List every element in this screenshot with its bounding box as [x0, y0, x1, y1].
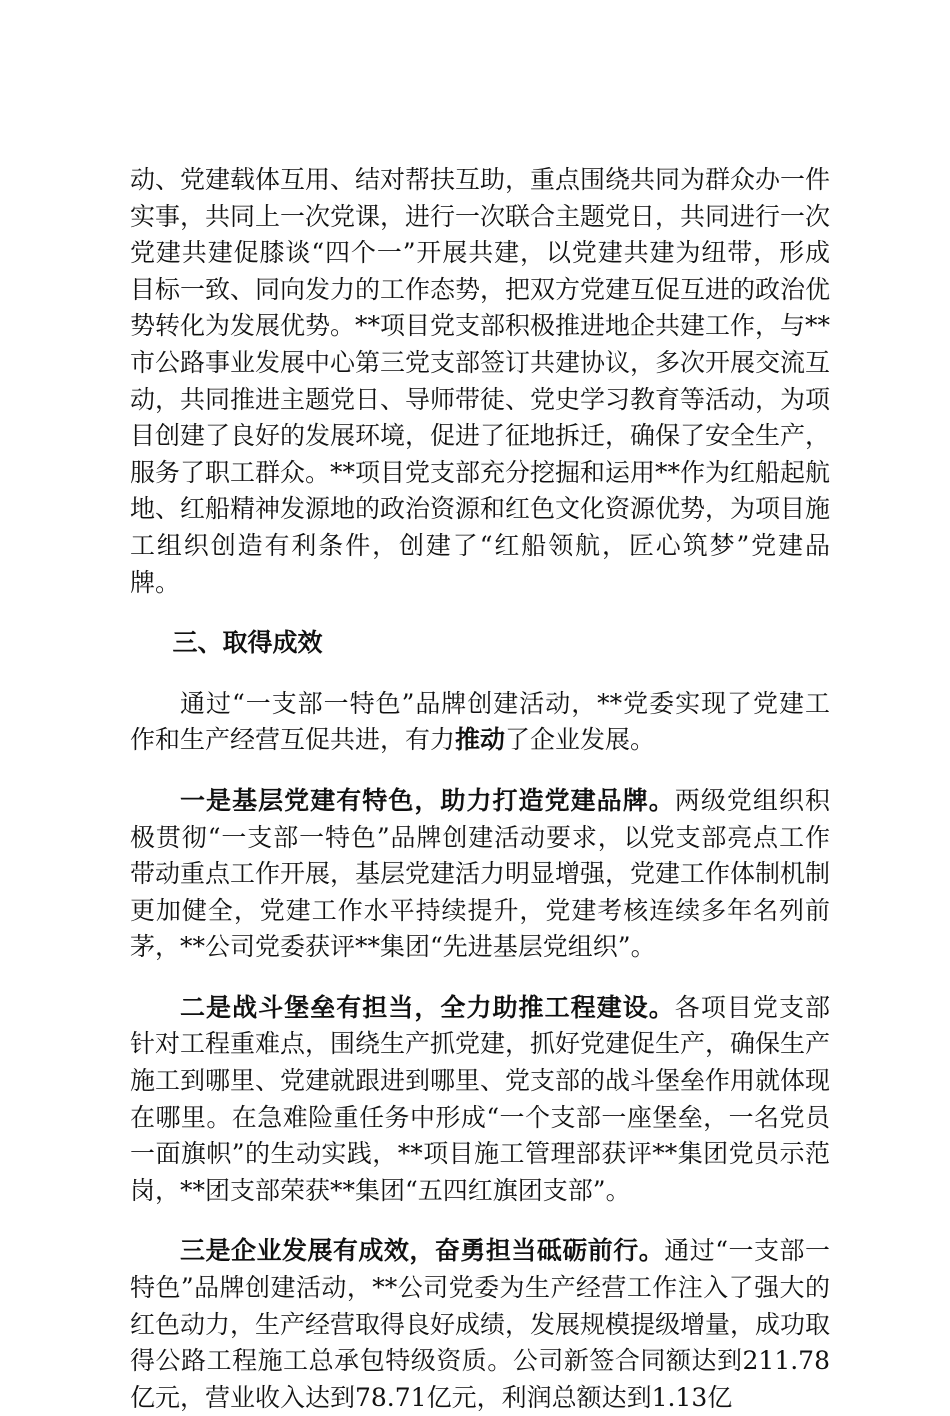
point-lead-1: 一是基层党建有特色，助力打造党建品牌。: [180, 785, 675, 815]
point-body-3: 通过“一支部一特色”品牌创建活动，**公司党委为生产经营工作注入了强大的红色动力，生产经营取得良好成绩，发展规模提级增量，成功取得公路工程施工总承包特级资质。公司新签合同额达到211.78亿元，营业收入达到78.71亿元，利润总额达到1.13亿: [130, 1236, 831, 1412]
point-lead-2: 二是战斗堡垒有担当，全力助推工程建设。: [180, 992, 675, 1022]
intro-paragraph: [130, 686, 830, 759]
section-heading: 三、取得成效: [172, 628, 323, 658]
point-paragraph-3: [130, 1233, 830, 1416]
intro-text-part1: 通过“一支部一特色”品牌创建活动，**党委实现了党建工作和生产经营互促共进，有力: [130, 688, 830, 755]
point-lead-3: 三是企业发展有成效，奋勇担当砥砺前行。: [180, 1236, 665, 1266]
point-paragraph-1: [130, 783, 830, 966]
point-body-1: 两级党组织积极贯彻“一支部一特色”品牌创建活动要求，以党支部亮点工作带动重点工作开展，基层党建活力明显增强，党建工作体制机制更加健全，党建工作水平持续提升，党建考核连续多年名列前茅，**公司党委获评**集团“先进基层党组织”。: [130, 785, 831, 962]
point-paragraph-2: [130, 990, 830, 1210]
continuation-paragraph: 动、党建载体互用、结对帮扶互助，重点围绕共同为群众办一件实事，共同上一次党课，进行一次联合主题党日，共同进行一次党建共建促膝谈“四个一”开展共建，以党建共建为纽带，形成目标一致、同向发力的工作态势，把双方党建互促互进的政治优势转化为发展优势。**项目党支部积极推进地企共建工作，与**市公路事业发展中心第三党支部签订共建协议，多次开展交流互动，共同推进主题党日、导师带徒、党史学习教育等活动，为项目创建了良好的发展环境，促进了征地拆迁，确保了安全生产，服务了职工群众。**项目党支部充分挖掘和运用**作为红船起航地、红船精神发源地的政治资源和红色文化资源优势，为项目施工组织创造有利条件，创建了“红船领航，匠心筑梦”党建品牌。: [130, 165, 831, 597]
point-body-2: 各项目党支部针对工程重难点，围绕生产抓党建，抓好党建促生产，确保生产施工到哪里、党建就跟进到哪里、党支部的战斗堡垒作用就体现在哪里。在急难险重任务中形成“一个支部一座堡垒，一名党员一面旗帜”的生动实践，**项目施工管理部获评**集团党员示范岗，**团支部荣获**集团“五四红旗团支部”。: [130, 992, 831, 1205]
intro-text-part2: 了企业发展。: [505, 725, 656, 755]
document-page: [130, 162, 830, 1416]
intro-emphasis: 推动: [455, 725, 506, 755]
